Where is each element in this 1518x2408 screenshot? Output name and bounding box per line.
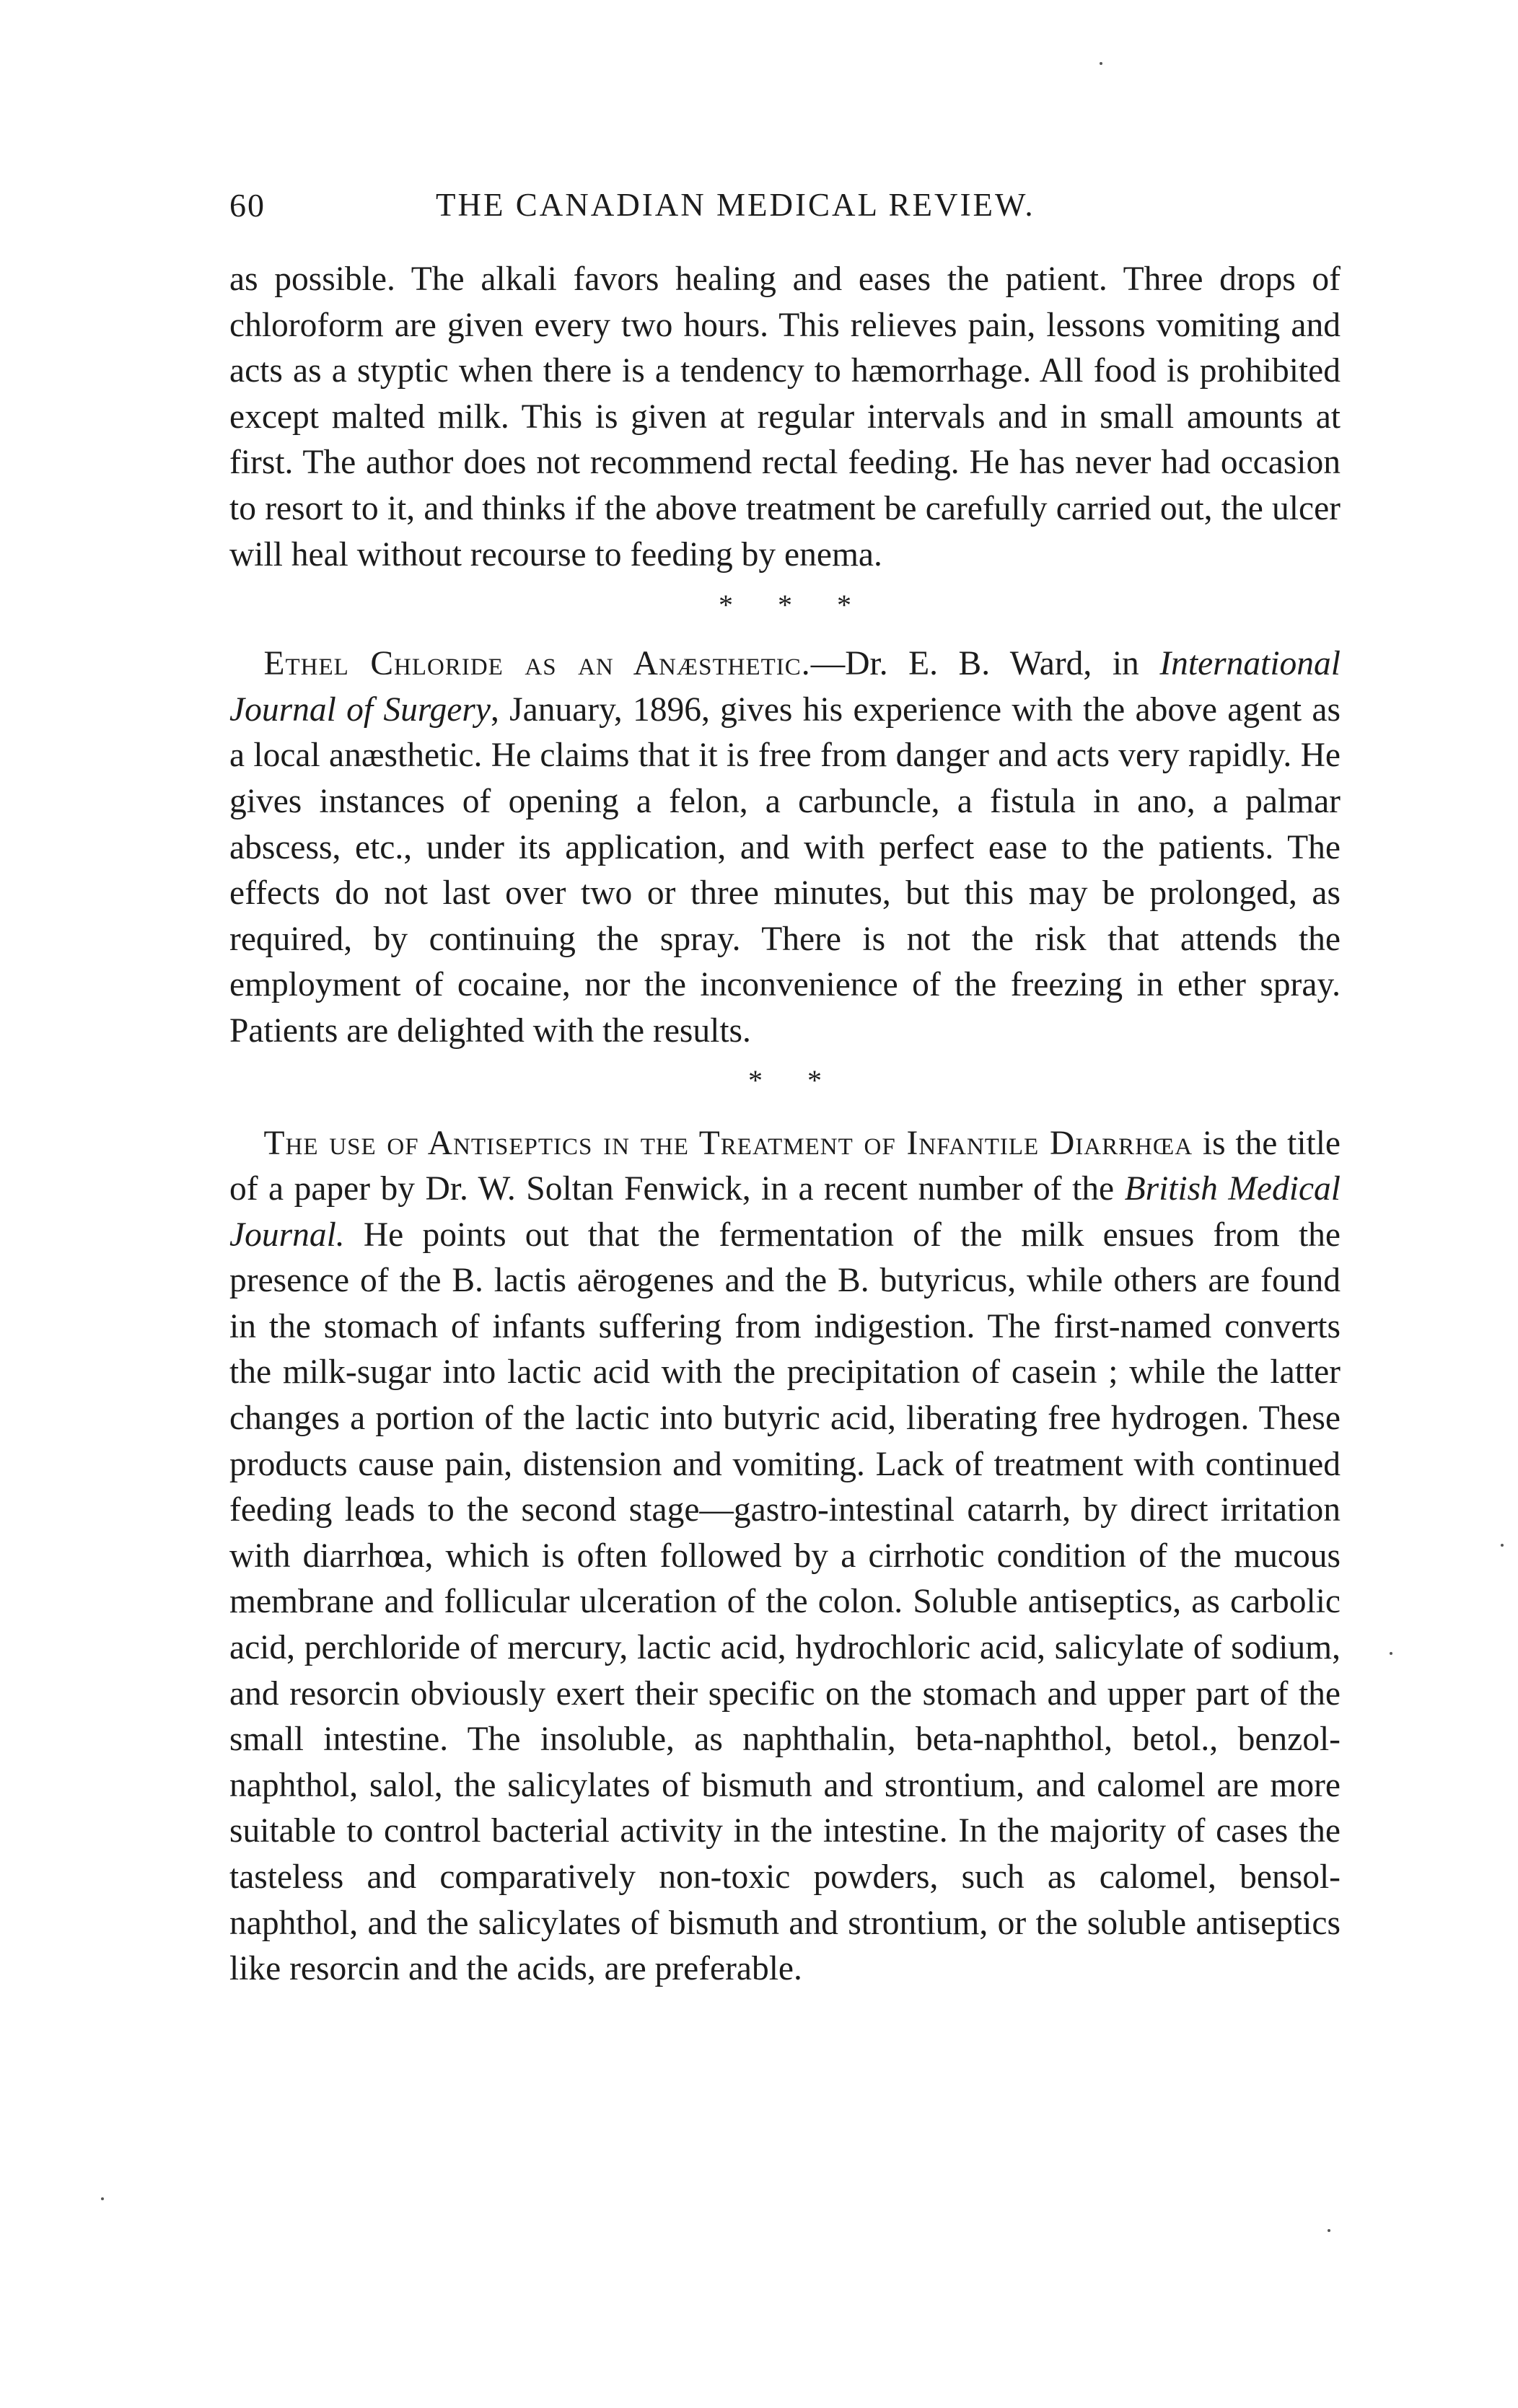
scan-speck	[1100, 62, 1102, 65]
journal-title: International Journal of Surgery	[229, 645, 1341, 729]
page-header	[229, 186, 1341, 229]
section-separator: * *	[748, 1063, 841, 1097]
section-separator: * * *	[719, 589, 870, 622]
paragraph-text: —Dr. E. B. Ward, in	[810, 645, 1160, 683]
journal-title: British Medical Journal.	[229, 1170, 1341, 1254]
article-body	[229, 257, 1341, 1992]
scan-speck	[1501, 1544, 1504, 1547]
scan-speck	[1328, 2229, 1330, 2232]
paragraph-text: He points out that the fermentation of the milk ensues from the presence of the B. lactis aërogenes and the B. butyricus, while others are found in the stomach of infants suffering from indigestion. The first-named converts the milk-sugar into lactic acid with the precipitation of casein ; while the latter changes a portion of the lactic into butyric acid, liberating free hydrogen. These products cause pain, distension and vomiting. Lack of treatment with continued feeding leads to the second stage—gastro-intestinal catarrh, by direct irritation with diarrhœa, which is often followed by a cirrhotic condition of the mucous membrane and follicular ulceration of the colon. Soluble antiseptics, as carbolic acid, perchloride of mercury, lactic acid, hydrochloric acid, salicylate of sodium, and resorcin obviously exert their specific on the stomach and upper part of the small intestine. The insoluble, as naphthalin, beta-naphthol, betol., benzol-naphthol, salol, the salicylates of bismuth and strontium, and calomel are more suitable to control bacterial activity in the intestine. In the majority of cases the tasteless and comparatively non-toxic powders, such as calomel, bensol-naphthol, and the salicylates of bismuth and strontium, or the soluble antiseptics like resorcin and the acids, are preferable.	[229, 1216, 1341, 1988]
paragraph-ethel-chloride	[229, 641, 1341, 1054]
section-heading: The use of Antiseptics in the Treatment of Infantile Diarrhœa	[263, 1124, 1193, 1162]
scan-speck	[101, 2197, 104, 2200]
scan-speck	[1390, 1652, 1392, 1655]
paragraph-ulcer-treatment: as possible. The alkali favors healing and eases the patient. Three drops of chloroform are given every two hours. This relieves pain, lessons vomiting and acts as a styptic when there is a tendency to hæmorrhage. All food is prohibited except malted milk. This is given at regular intervals and in small amounts at first. The author does not recommend rectal feeding. He has never had occasion to resort to it, and thinks if the above treatment be carefully carried out, the ulcer will heal without recourse to feeding by enema.	[229, 260, 1341, 574]
page-number: 60	[229, 187, 266, 224]
section-heading: Ethel Chloride as an Anæsthetic.	[263, 645, 811, 683]
paragraph-text: , January, 1896, gives his experience with the above agent as a local anæsthetic. He claims that it is free from danger and acts very rapidly. He gives instances of opening a felon, a carbuncle, a fistula in ano, a palmar abscess, etc., under its application, and with perfect ease to the patients. The effects do not last over two or three minutes, but this may be prolonged, as required, by continuing the spray. There is not the risk that attends the employment of cocaine, nor the inconvenience of the freezing in ether spray. Patients are delighted with the results.	[229, 690, 1341, 1050]
paragraph-antiseptics	[229, 1121, 1341, 1992]
running-title: THE CANADIAN MEDICAL REVIEW.	[436, 187, 1035, 223]
paragraph-text: is the title of a paper by Dr. W. Soltan Fenwick, in a recent number of the	[229, 1124, 1341, 1208]
